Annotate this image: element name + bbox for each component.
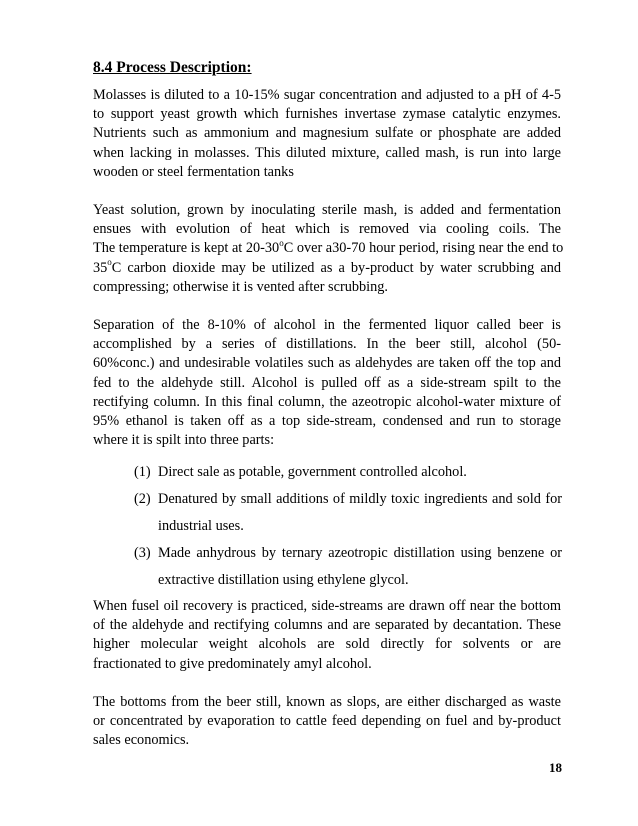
degree-symbol: o	[107, 256, 112, 267]
paragraph-fusel-oil	[93, 597, 561, 674]
carbon-dioxide-text: C carbon dioxide may be utilized as a by-product by water scrubbing and	[111, 259, 561, 276]
list-item-line: Denatured by small additions of mildly toxic ingredients and sold for	[158, 491, 562, 507]
paragraph-yeast	[93, 201, 564, 297]
list-item-number: (2)	[134, 491, 151, 507]
paragraph-line: Molasses is diluted to a 10-15% sugar concentration and adjusted to a pH of 4-5	[93, 87, 561, 103]
list-item-number: (1)	[134, 464, 151, 480]
temperature-text-start: The temperature is kept at 20-30	[93, 240, 280, 257]
paragraph-line: accomplished by a series of distillations. In the beer still, alcohol (50-	[93, 336, 561, 353]
list-item-line: extractive distillation using ethylene glycol.	[158, 572, 409, 588]
paragraph-line: compressing; otherwise it is vented after scrubbing.	[93, 278, 388, 295]
paragraph-line: Yeast solution, grown by inoculating sterile mash, is added and fermentation	[93, 202, 561, 218]
list-item	[134, 540, 562, 594]
paragraph-line: 60%conc.) and undesirable volatiles such as aldehydes are taken off the top and	[93, 355, 561, 372]
paragraph-line: wooden or steel fermentation tanks	[93, 163, 294, 180]
paragraph-line: Nutrients such as ammonium and magnesium sulfate or phosphate are added	[93, 125, 561, 142]
uses-list	[134, 459, 562, 594]
list-item-line: Made anhydrous by ternary azeotropic distillation using benzene or	[158, 545, 562, 561]
paragraph-slops	[93, 693, 561, 751]
paragraph-line: When fusel oil recovery is practiced, side-streams are drawn off near the bottom	[93, 598, 561, 614]
paragraph-line: fractionated to give predominately amyl alcohol.	[93, 655, 372, 672]
temperature-value: 35	[93, 259, 108, 276]
paragraph-line: fed to the aldehyde still. Alcohol is pulled off as a side-stream spilt to the	[93, 374, 561, 391]
paragraph-line: sales economics.	[93, 732, 190, 749]
paragraph-line: The bottoms from the beer still, known as slops, are either discharged as waste	[93, 694, 561, 710]
paragraph-line: rectifying column. In this final column, the azeotropic alcohol-water mixture of	[93, 393, 561, 410]
paragraph-line: 95% ethanol is taken off as a top side-stream, condensed and run to storage	[93, 413, 561, 430]
paragraph-line: to support yeast growth which furnishes invertase zymase catalytic enzymes.	[93, 106, 561, 123]
list-item-number: (3)	[134, 545, 151, 561]
paragraph-molasses	[93, 86, 561, 182]
paragraph-line: when lacking in molasses. This diluted mixture, called mash, is run into large	[93, 144, 561, 161]
paragraph-line	[93, 256, 561, 278]
paragraph-line: Separation of the 8-10% of alcohol in the fermented liquor called beer is	[93, 317, 561, 333]
paragraph-line: or concentrated by evaporation to cattle feed depending on fuel and by-product	[93, 713, 561, 730]
section-heading: 8.4 Process Description:	[93, 59, 252, 76]
paragraph-line	[93, 237, 564, 258]
paragraph-line: of the aldehyde and rectifying columns and are separated by decantation. These	[93, 617, 561, 634]
paragraph-line: where it is spilt into three parts:	[93, 432, 275, 449]
page-number: 18	[549, 760, 562, 775]
list-item-line: industrial uses.	[158, 518, 244, 534]
paragraph-separation	[93, 316, 561, 450]
degree-symbol: o	[279, 237, 284, 248]
list-item	[134, 486, 562, 540]
temperature-text-end: C over a30-70 hour period, rising near the end to	[283, 240, 564, 257]
list-item-line: Direct sale as potable, government controlled alcohol.	[158, 464, 467, 480]
paragraph-line: higher molecular weight alcohols are sold directly for solvents or are	[93, 636, 561, 653]
list-item	[134, 459, 562, 486]
paragraph-line: ensues with evolution of heat which is removed via cooling coils. The	[93, 221, 561, 238]
